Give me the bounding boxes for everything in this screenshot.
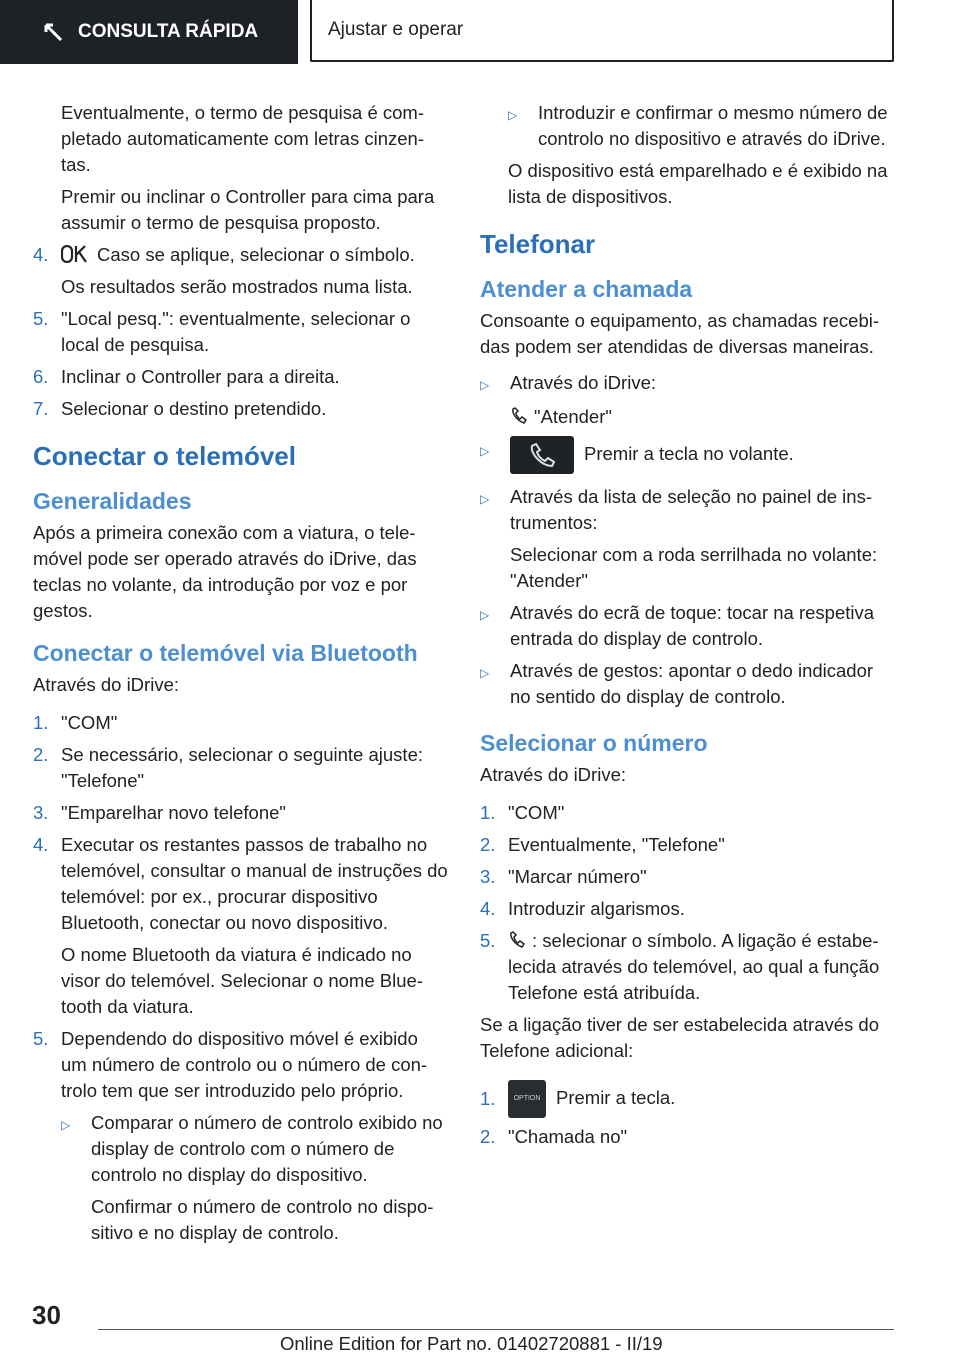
bullet-text: Através do ecrã de toque: tocar na respetiva entrada do display de controlo. [510,602,875,649]
phone-handset-icon [510,407,528,425]
list-number: 1. [480,1088,496,1109]
bullet-text: Premir a tecla no volante. [584,442,794,464]
list-number: 4. [33,244,49,265]
bullet-text: Através do iDrive: [510,372,656,393]
option-button: OPTION [508,1080,546,1118]
paragraph: Premir ou inclinar o Controller para cima para assumir o termo de pesquisa proposto. [61,186,435,233]
bullet-text: Através da lista de seleção no painel de ins‐trumentos: [510,486,872,533]
list-item [33,800,448,826]
answer-label: "Atender" [534,406,612,427]
triangle-bullet-icon: ▷ [508,108,518,122]
page-number: 30 [32,1300,61,1330]
heading-bluetooth: Conectar o telemóvel via Bluetooth [33,640,418,666]
list-item [33,742,448,794]
list-number: 2. [480,1126,496,1147]
list-text: "Chamada no" [508,1126,628,1147]
list-number: 5. [480,930,496,951]
list-text: Caso se aplique, selecionar o símbolo. [97,244,415,265]
paragraph: Confirmar o número de controlo no dispo‐sitivo e no display de controlo. [91,1196,434,1243]
list-text: "Local pesq.": eventualmente, selecionar o local de pesquisa. [61,308,411,355]
paragraph: Se a ligação tiver de ser estabelecida através do Telefone adicional: [480,1014,880,1061]
heading-general: Generalidades [33,488,192,514]
list-number: 4. [480,898,496,919]
list-text: Dependendo do dispositivo móvel é exibido um número de controlo ou o número de con‐trolo tem que ser introduzido pelo próprio. [61,1028,428,1101]
paragraph: Consoante o equipamento, as chamadas recebi‐das podem ser atendidas de diversas maneiras. [480,310,880,357]
list-item [480,928,895,1006]
list-item [480,800,895,826]
paragraph: Selecionar com a roda serrilhada no volante: "Atender" [510,544,878,591]
ok-symbol-icon [61,245,89,263]
list-number: 7. [33,398,49,419]
left-column [33,100,448,1252]
list-item [33,1026,448,1104]
list-number: 5. [33,308,49,329]
paragraph: Eventualmente, o termo de pesquisa é com‐pletado automaticamente com letras cinzen‐tas. [61,102,424,175]
list-number: 3. [33,802,49,823]
phone-handset-icon [508,931,526,949]
list-text: "Emparelhar novo telefone" [61,802,286,823]
list-text: Selecionar o destino pretendido. [61,398,327,419]
paragraph: Após a primeira conexão com a viatura, o tele‐móvel pode ser operado através do iDrive, das teclas no volante, da introdução por voz e por gestos. [33,522,417,621]
list-number: 5. [33,1028,49,1049]
bullet-text: Introduzir e confirmar o mesmo número de controlo no dispositivo e através do iDrive. [538,102,888,149]
list-item [33,306,448,358]
bullet-text: Comparar o número de controlo exibido no display de controlo com o número de controlo no display do dispositivo. [91,1112,443,1185]
header-tab-label: CONSULTA RÁPIDA [78,21,259,42]
list-text: "COM" [508,802,565,823]
paragraph: O dispositivo está emparelhado e é exibido na lista de dispositivos. [508,160,888,207]
bullet-item [480,436,895,474]
bullet-item [480,484,895,536]
triangle-bullet-icon: ▷ [480,608,490,622]
bullet-item [480,600,895,652]
phone-handset-icon [510,436,574,474]
list-text: : selecionar o símbolo. A ligação é estabe‐lecida através do telemóvel, ao qual a função Telefone está atribuída. [508,930,880,1003]
list-item [33,396,448,422]
footer-edition: Online Edition for Part no. 01402720881 - II/19 [280,1333,663,1354]
paragraph: Através do iDrive: [480,764,626,785]
triangle-bullet-icon: ▷ [480,378,490,392]
bullet-item [480,658,895,710]
list-number: 2. [480,834,496,855]
heading-connect-phone: Conectar o telemóvel [33,441,296,471]
list-number: 4. [33,834,49,855]
bullet-item [480,370,895,398]
right-column [480,100,895,1156]
bullet-item [480,100,895,152]
list-text: Executar os restantes passos de trabalho no telemóvel, consultar o manual de instruções do telemóvel: por ex., procurar dispositivo Bluetooth, conectar ou novo dispositivo. [61,834,448,933]
list-text: Premir a tecla. [556,1086,676,1108]
list-item [480,832,895,858]
header-tab [0,0,298,64]
heading-select-number: Selecionar o número [480,730,708,756]
bullet-text: Através de gestos: apontar o dedo indicador no sentido do display de controlo. [510,660,874,707]
header-section [310,0,894,62]
list-number: 1. [480,802,496,823]
list-text: Eventualmente, "Telefone" [508,834,725,855]
list-item [33,832,448,936]
paragraph: Através do iDrive: [33,674,179,695]
triangle-bullet-icon: ▷ [480,444,490,458]
list-number: 2. [33,744,49,765]
header-section-label: Ajustar e operar [328,19,464,40]
list-text: "Marcar número" [508,866,647,887]
bullet-item [33,1110,448,1188]
triangle-bullet-icon: ▷ [480,492,490,506]
list-text: Se necessário, selecionar o seguinte ajuste: "Telefone" [61,744,423,791]
list-number: 3. [480,866,496,887]
list-item [33,242,448,268]
list-item [480,864,895,890]
list-item [480,896,895,922]
triangle-bullet-icon: ▷ [61,1118,71,1132]
list-text: Inclinar o Controller para a direita. [61,366,340,387]
list-item [480,1080,895,1118]
paragraph: Os resultados serão mostrados numa lista. [61,276,413,297]
list-number: 1. [33,712,49,733]
list-text: Introduzir algarismos. [508,898,685,919]
triangle-bullet-icon: ▷ [480,666,490,680]
list-item [33,710,448,736]
paragraph: O nome Bluetooth da viatura é indicado no visor do telemóvel. Selecionar o nome Blue‐tooth da viatura. [61,944,423,1017]
list-item [33,364,448,390]
quick-reference-icon [42,21,64,43]
steering-wheel-phone-button [510,436,574,474]
footer-divider [98,1329,894,1330]
heading-telefonar: Telefonar [480,229,596,259]
list-number: 6. [33,366,49,387]
list-text: "COM" [61,712,118,733]
paragraph [480,404,895,430]
heading-answer-call: Atender a chamada [480,276,693,302]
list-item [480,1124,895,1150]
